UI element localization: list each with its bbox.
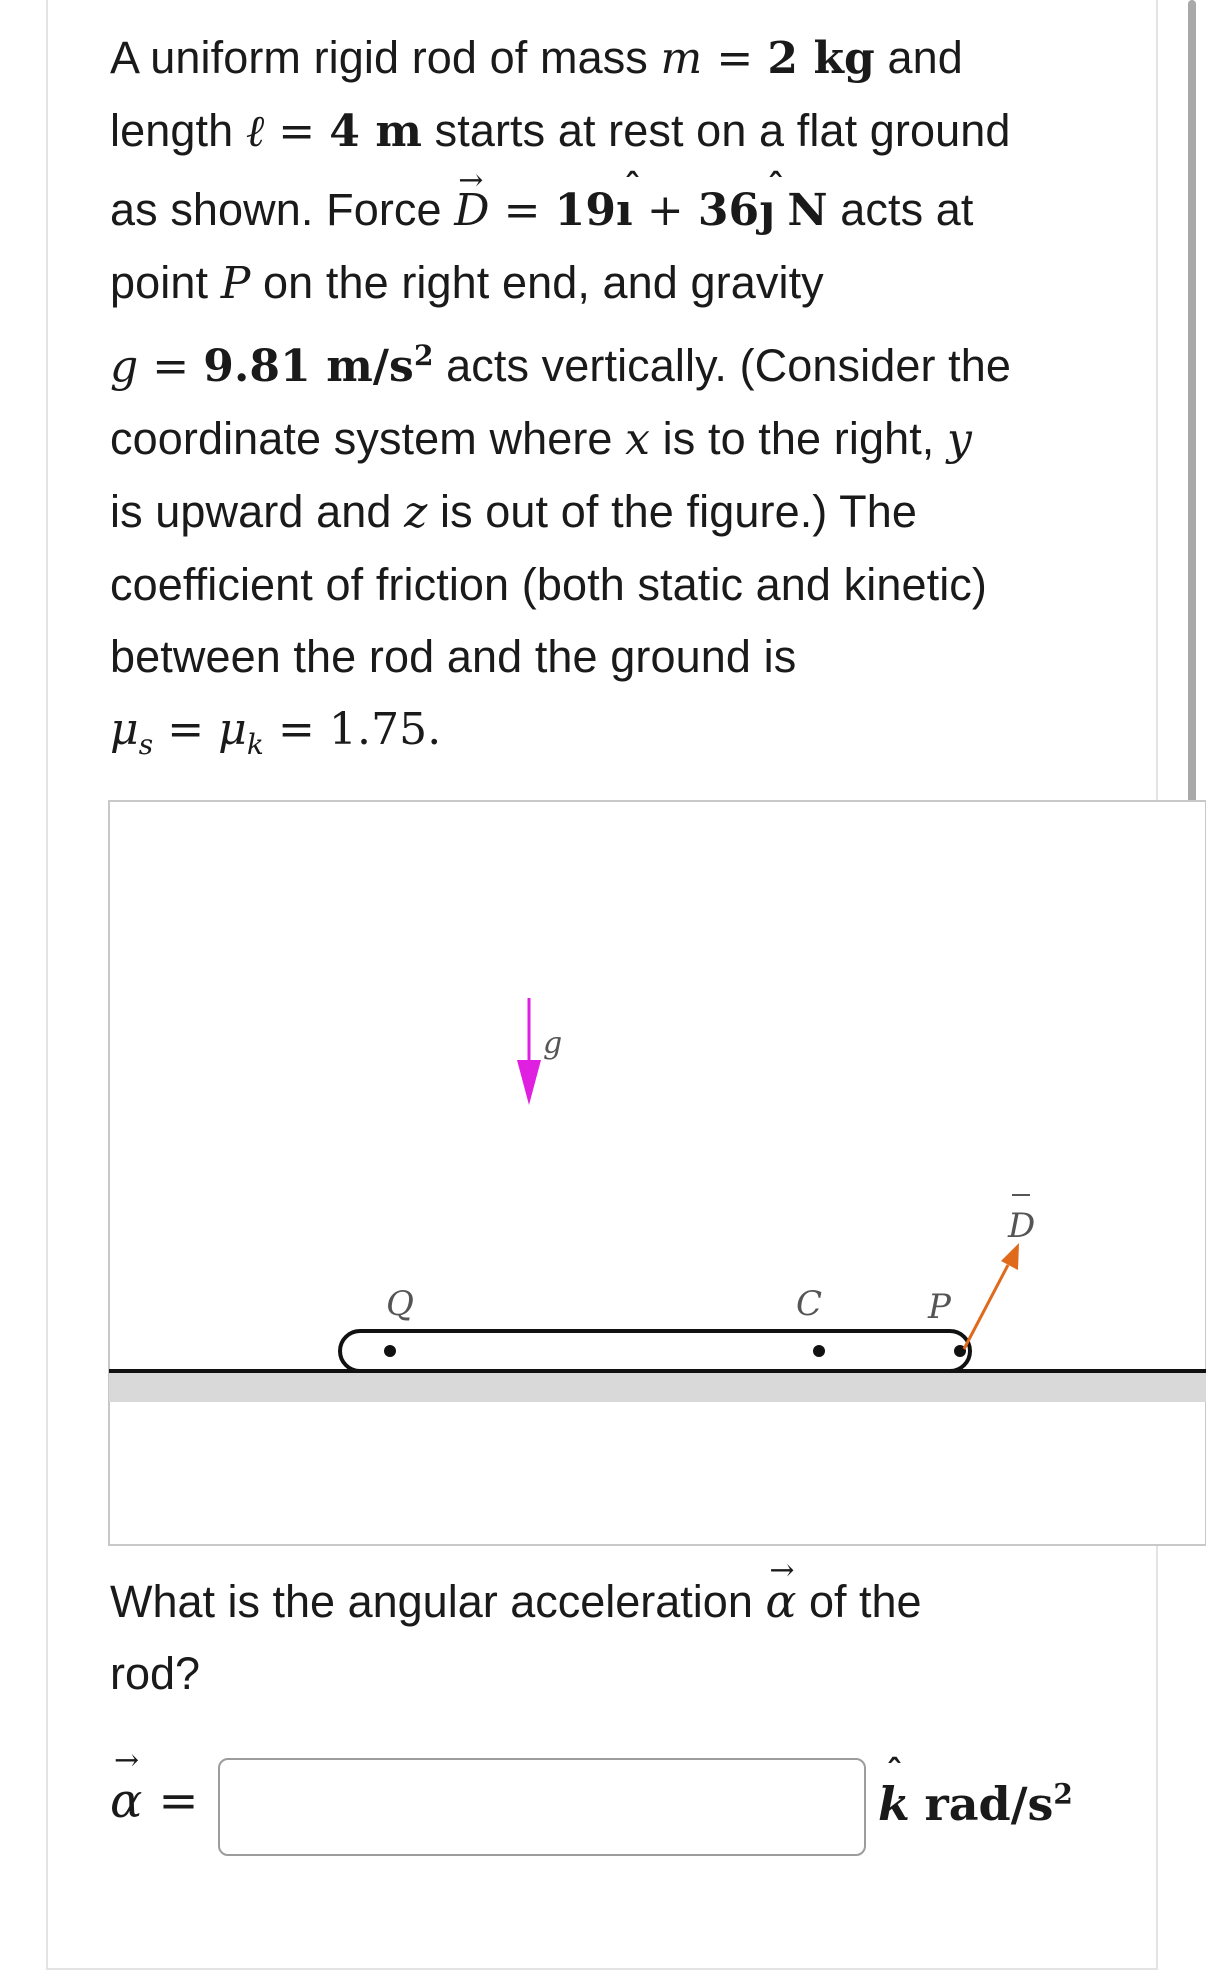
answer-label: → α = (110, 1773, 199, 1829)
rod-diagram (108, 800, 1206, 1546)
end-Q-pin (384, 1345, 396, 1357)
problem-statement (110, 22, 1120, 781)
angular-acceleration-input[interactable] (218, 1758, 866, 1856)
problem-line-8: coefficient of friction (both static and kinetic) (110, 559, 987, 610)
problem-line-2: length ℓ = 4 m starts at rest on a flat ground (110, 105, 1011, 157)
label-D: D (1008, 1206, 1036, 1246)
problem-line-1: A uniform rigid rod of mass m = 2 kg and (110, 32, 963, 84)
force-vector-symbol: → D (454, 175, 489, 247)
answer-units: ˆ k rad/$s^2$ (878, 1777, 1073, 1831)
question-text: What is the angular acceleration → α of the rod? (110, 1565, 1010, 1710)
rod-figure (108, 800, 1206, 1546)
problem-line-4: point P on the right end, and gravity (110, 257, 824, 309)
label-P: P (928, 1287, 951, 1327)
problem-line-6: coordinate system where x is to the right, y (110, 413, 972, 465)
problem-line-10: $\mu_s = \mu_k = 1.75$. (110, 704, 442, 761)
label-C: C (796, 1284, 823, 1324)
problem-line-9: between the rod and the ground is (110, 631, 797, 682)
problem-line-7: is upward and z is out of the figure.) The (110, 486, 918, 538)
rod-body (340, 1331, 970, 1371)
alpha-symbol: → α (765, 1565, 796, 1637)
rod (340, 1331, 970, 1371)
label-Q: Q (386, 1284, 414, 1324)
ground (109, 1370, 1206, 1402)
problem-line-3: as shown. Force → D = 19ˆ ı + 36ˆ ȷ N acts at (110, 168, 1120, 247)
figure-frame (109, 801, 1206, 1545)
problem-line-5: g = 9.81 $m/s^2$ acts vertically. (Consider the (110, 339, 1011, 392)
scrollbar[interactable] (1188, 0, 1196, 918)
answer-row (110, 1755, 1110, 1859)
gravity-label: g (543, 1026, 563, 1061)
center-C-dot (813, 1345, 825, 1357)
